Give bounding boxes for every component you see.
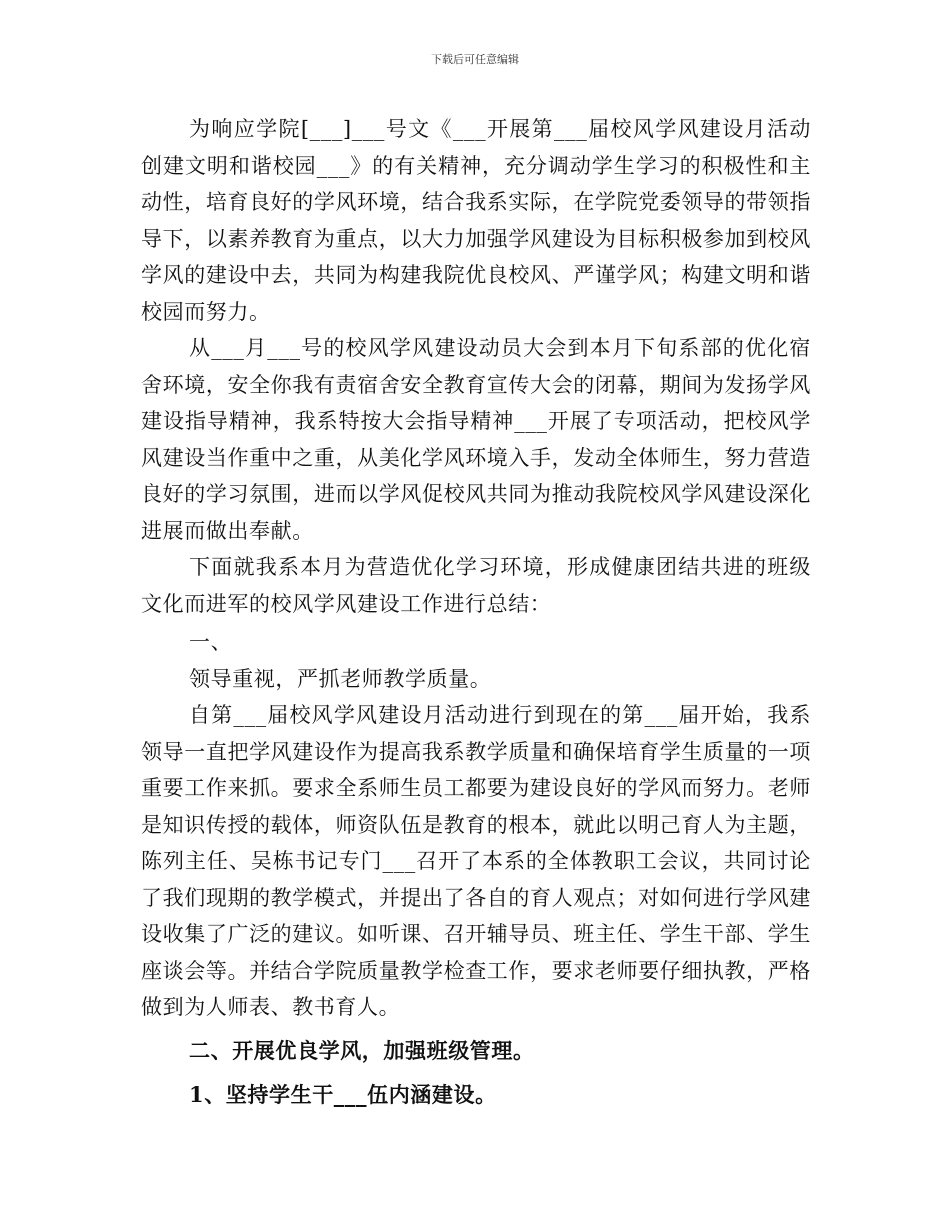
paragraph-leadership: 自第___届校风学风建设月活动进行到现在的第___届开始，我系领导一直把学风建设作为提高我系教学质量和确保培育学生质量的一项重要工作来抓。要求全系师生员工都要为建设良好的学风而努力。老师是知识传授的载体，师资队伍是教育的根本，就此以明己育人为主题，陈列主任、吴栋书记专门___召开了本系的全体教职工会议，共同讨论了我们现期的教学模式，并提出了各自的育人观点；对如何进行学风建设收集了广泛的建议。如听课、召开辅导员、班主任、学生干部、学生座谈会等。并结合学院质量教学检查工作，要求老师要仔细执教，严格做到为人师表、教书育人。 bbox=[141, 703, 811, 1019]
paragraph-intro: 为响应学院[___]___号文《___开展第___届校风学风建设月活动创建文明和谐校园___》的有关精神，充分调动学生学习的积极性和主动性，培育良好的学风环境，结合我系实际，在学院党委领导的带领指导下，以素养教育为重点，以大力加强学风建设为目标积极参加到校风学风的建设中去，共同为构建我院优良校风、严谨学风；构建文明和谐校园而努力。 bbox=[141, 117, 811, 324]
section-2-subheading-1: 1、坚持学生干___伍内涵建设。 bbox=[189, 1081, 497, 1107]
paragraph-mobilization: 从___月___号的校风学风建设动员大会到本月下旬系部的优化宿舍环境，安全你我有责宿舍安全教育宣传大会的闭幕，期间为发扬学风建设指导精神，我系特按大会指导精神___开展了专项活动，把校风学风建设当作重中之重，从美化学风环境入手，发动全体师生，努力营造良好的学习氛围，进而以学风促校风共同为推动我院校风学风建设深化进展而做出奉献。 bbox=[141, 336, 811, 543]
section-2-heading: 二、开展优良学风，加强班级管理。 bbox=[189, 1037, 535, 1063]
section-1-number: 一、 bbox=[189, 630, 233, 654]
document-body bbox=[141, 111, 811, 1114]
paragraph-summary-lead: 下面就我系本月为营造优化学习环境，形成健康团结共进的班级文化而进军的校风学风建设工作进行总结： bbox=[141, 555, 811, 616]
page-header: 下载后可任意编辑 bbox=[431, 53, 519, 66]
section-1-title: 领导重视，严抓老师教学质量。 bbox=[189, 666, 492, 691]
